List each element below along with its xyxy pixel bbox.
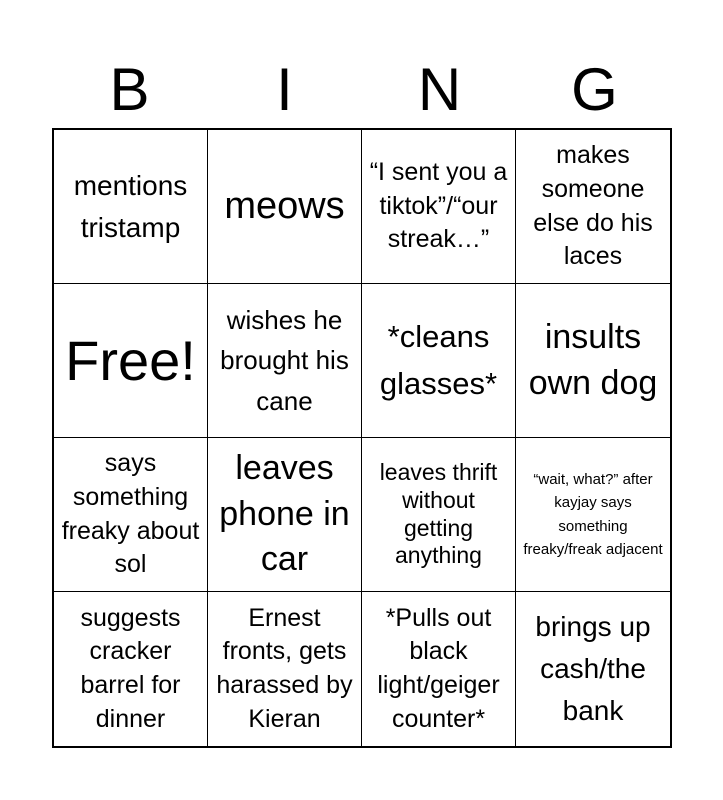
bingo-cell[interactable]	[362, 130, 516, 284]
bingo-cell[interactable]	[54, 438, 208, 592]
bingo-cell[interactable]	[208, 438, 362, 592]
bingo-cell[interactable]	[362, 592, 516, 746]
bingo-cell[interactable]	[54, 130, 208, 284]
cell-text: wishes he brought his cane	[220, 305, 349, 416]
bingo-cell[interactable]	[208, 284, 362, 438]
bingo-cell[interactable]	[516, 438, 670, 592]
cell-text: brings up cash/the bank	[535, 611, 651, 726]
bingo-header	[52, 52, 672, 128]
header-letter-b: B	[109, 56, 150, 123]
bingo-cell[interactable]	[516, 130, 670, 284]
cell-text: *Pulls out black light/geiger counter*	[377, 603, 500, 733]
header-letter-n: N	[417, 56, 462, 123]
bingo-cell[interactable]	[516, 592, 670, 746]
cell-text: “wait, what?” after kayjay says something freaky/freak adjacent	[523, 471, 663, 558]
bingo-free-cell[interactable]	[54, 284, 208, 438]
bingo-cell[interactable]	[362, 284, 516, 438]
cell-text: Free!	[65, 328, 196, 392]
cell-text: meows	[224, 184, 345, 227]
cell-text: insults own dog	[528, 317, 658, 402]
bingo-board	[52, 128, 672, 748]
cell-text: leaves thrift without getting anything	[379, 459, 498, 569]
bingo-cell[interactable]	[54, 592, 208, 746]
bingo-cell[interactable]	[208, 592, 362, 746]
header-letter-g: G	[571, 56, 618, 123]
bingo-cell[interactable]	[516, 284, 670, 438]
cell-text: Ernest fronts, gets harassed by Kieran	[216, 603, 353, 733]
cell-text: leaves phone in car	[219, 448, 350, 579]
cell-text: *cleans glasses*	[379, 319, 498, 401]
cell-text: suggests cracker barrel for dinner	[80, 603, 181, 733]
cell-text: mentions tristamp	[73, 169, 188, 243]
header-letter-i: I	[276, 56, 293, 123]
cell-text: says something freaky about sol	[61, 449, 200, 579]
bingo-cell[interactable]	[362, 438, 516, 592]
cell-text: makes someone else do his laces	[533, 141, 653, 271]
cell-text: “I sent you a tiktok”/“our streak…”	[369, 157, 508, 254]
bingo-cell[interactable]	[208, 130, 362, 284]
